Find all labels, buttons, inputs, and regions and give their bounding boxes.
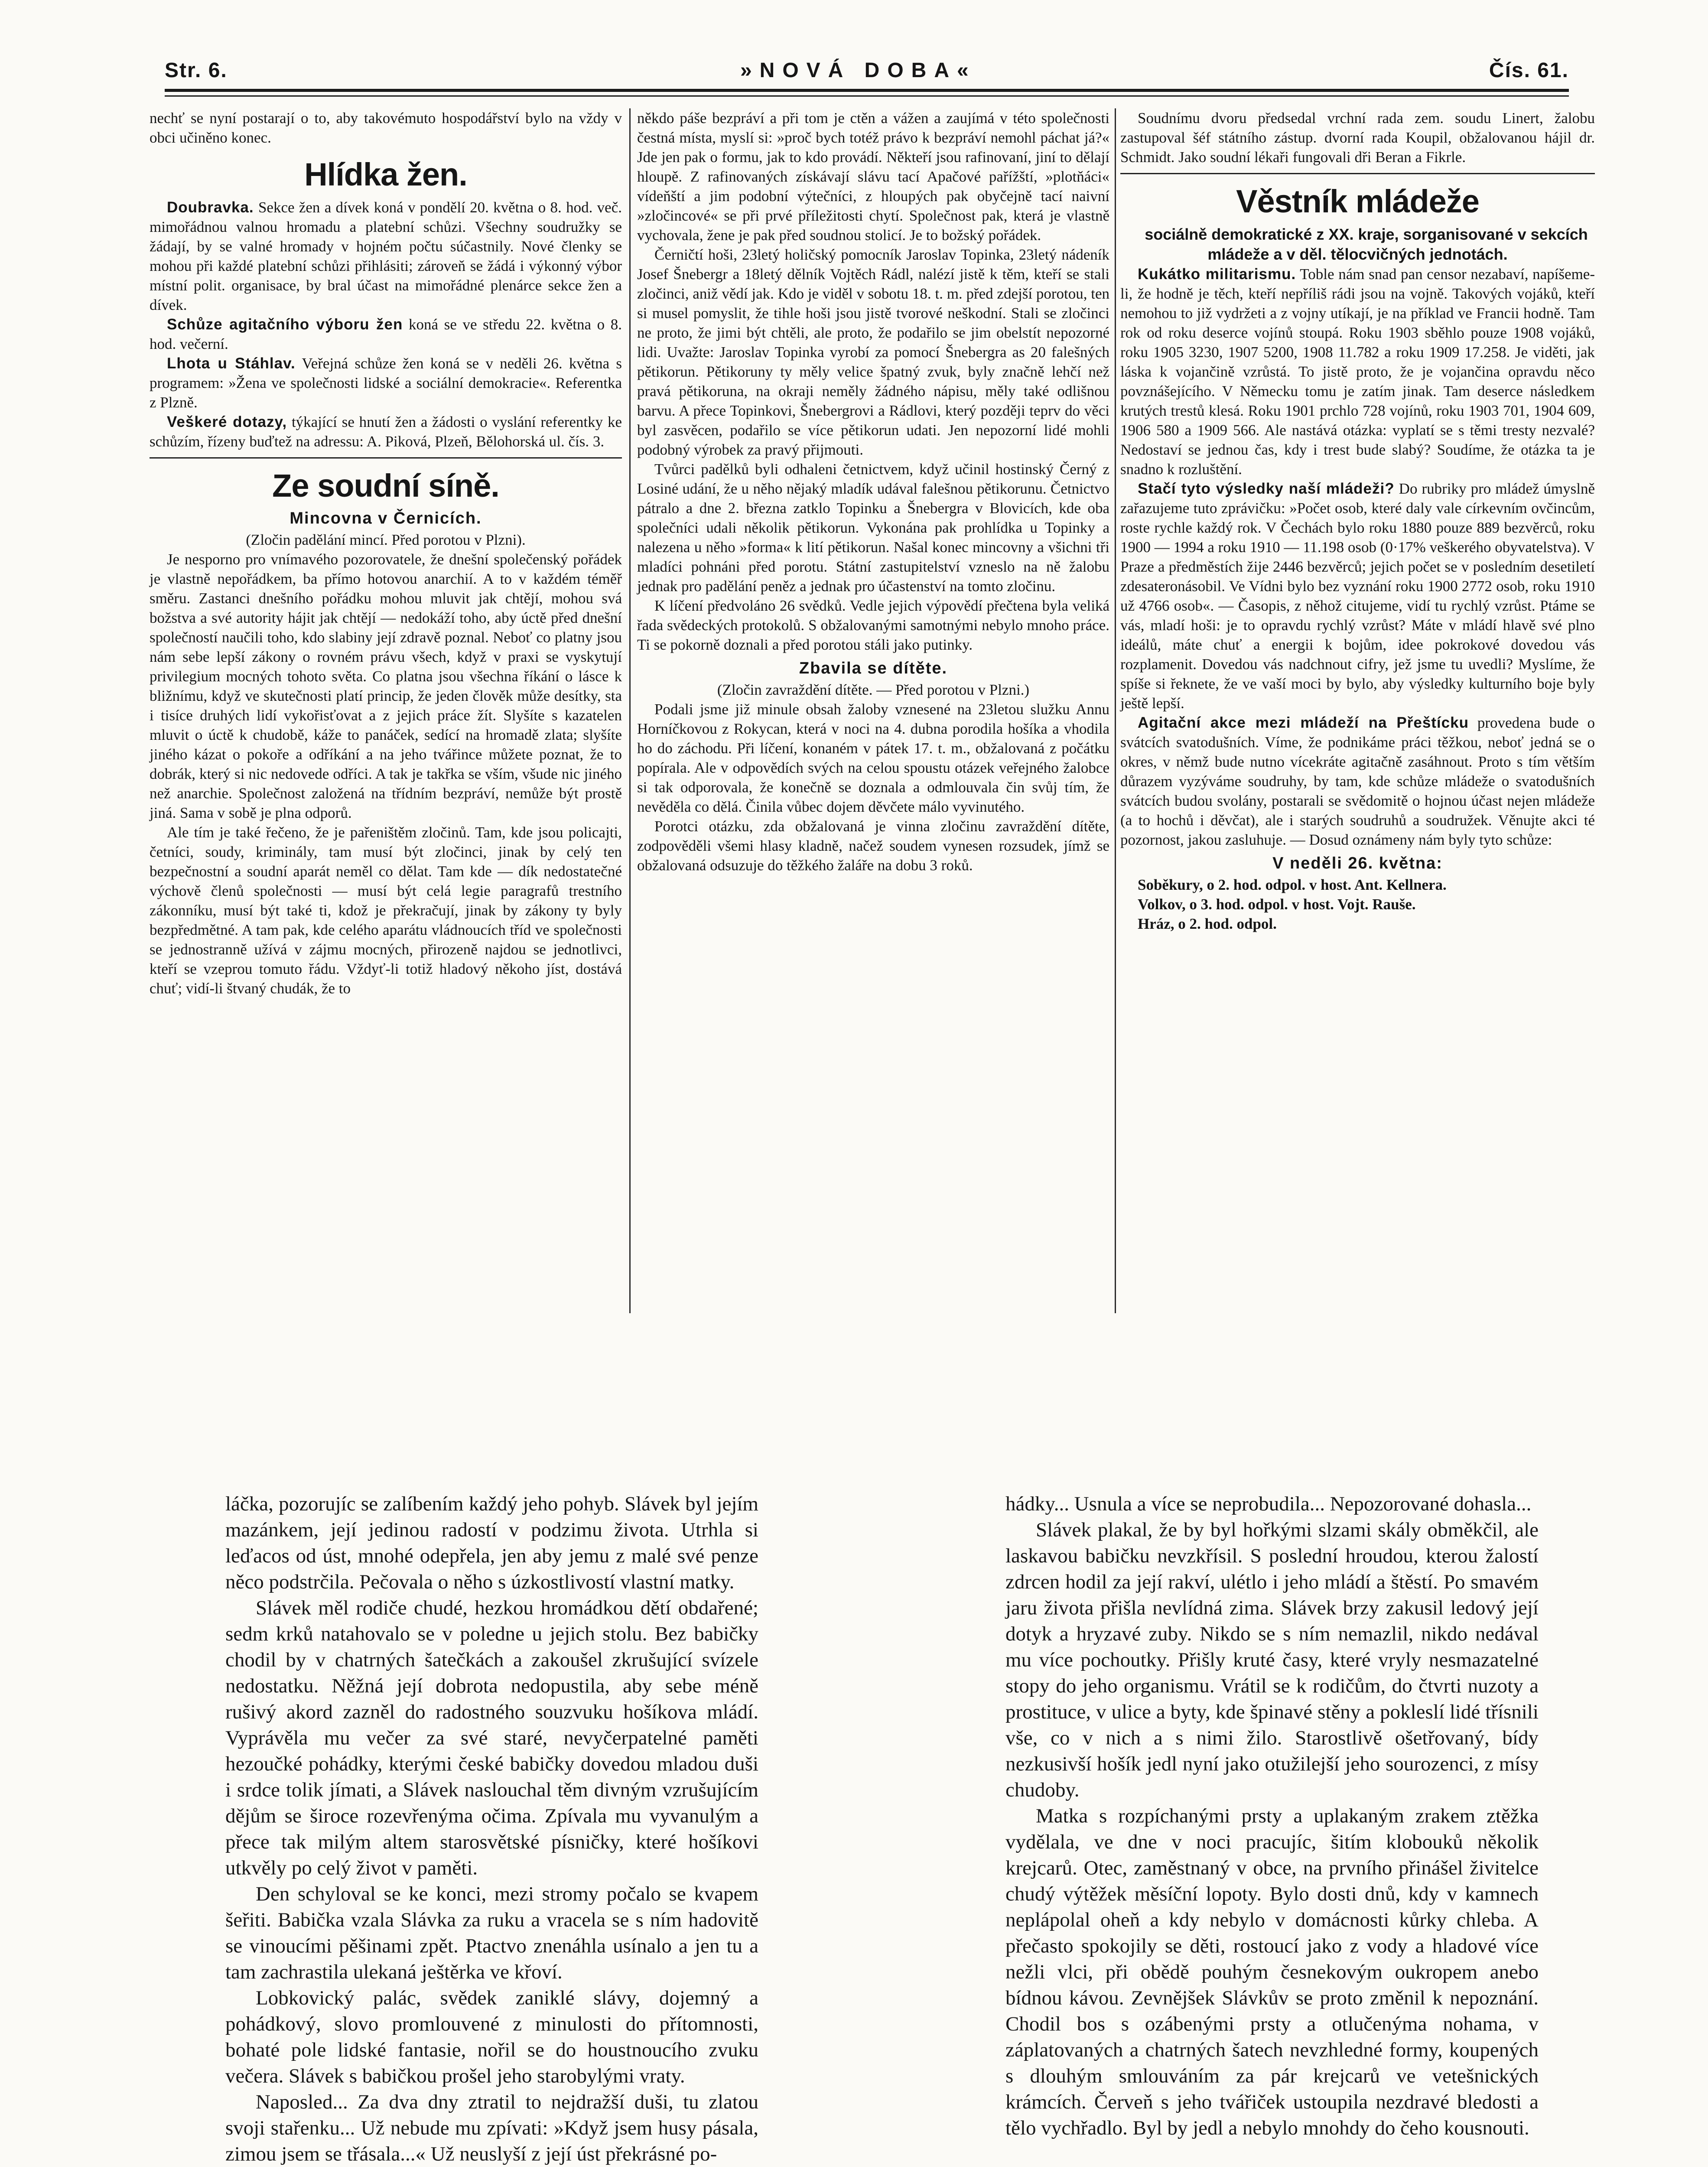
paragraph: Ale tím je také řečeno, že je pařeništěm zločinů. Tam, kde jsou policajti, četníci, soudy, kriminály, tam musí být zločinci, jinak by celý ten bezpečnostní a soudní aparát neměl co dělat. Tam kde — dík nedostatečné výchově členů společnosti — musí být celá legie paragrafů trestního zákonníku, musí být také ti, kdož je překračují, jinak by zákony ty byly bezpředmětné. A tam pak, kde celého aparátu vládnoucích tříd ve společnosti se jednostranně užívá v zájmu mocných, přirozeně najdou se jednotlivci, kteří se vzeprou tomuto řádu. Vždyť-li totiž hladový někoho jíst, dostává chuť; vidí-li štvaný chudák, že to (150, 824, 622, 997)
item-text: Toble nám snad pan censor nezabaví, napíšeme-li, že hodně je těch, kteří nepříliš rádi jsou na vojně. Takových vojáků, kteří nemohou to již vydržeti a z vojny utíkají, je na příklad ve Francii hodně. Tam rok od roku deserce vojínů stoupá. Roku 1903 sběhlo pouze 1908 vojáků, roku 1905 3230, 1907 5200, 1908 11.782 a roku 1909 17.258. Je viděti, jak láska k vojančině vzrůstá. To jistě proto, že je vojančina opravdu něco povznášejícího. V Německu tomu je zatím jinak. Tam deserce následkem krutých trestů klesá. Roku 1901 prchlo 728 vojínů, roku 1903 701, 1904 609, 1906 580 a 1909 566. Ale nastává otázka: vyplatí se s těmi tresty nezvalé? Nedostaví se jednou čas, kdy i trest bude slabý? Soudíme, že otázka ta je snadno k rozluštění. (1120, 266, 1595, 478)
item-text: provedena bude o svátcích svatodušních. Víme, že podnikáme práci těžkou, neboť jedná se o okres, v němž bude nutno vícekráte agitačně zasáhnout. Proto s tím větším důrazem vyzýváme soudruhy, by tam, kde schůze mládeže o svatodušních svátcích budou svolány, postarali se svědomitě o hojnou účast nejen mládeže (a to hochů i děvčat), ale i starých soudruhů a soudružek. Věnujte akci té pozornost, jakou zasluhuje. — Dosud oznámeny nám byly tyto schůze: (1120, 714, 1595, 848)
news-item (1120, 713, 1595, 849)
column-divider (629, 108, 631, 1313)
article-note: (Zločin padělání mincí. Před porotou v Plzni). (246, 531, 526, 548)
paragraph: hádky... Usnula a více se neprobudila... Nepozorované dohasla... (1005, 1493, 1532, 1515)
item-lead: Stačí tyto výsledky naší mládeži? (1138, 480, 1395, 497)
paragraph: Porotci otázku, zda obžalovaná je vinna zločinu zavraždění dítěte, zodpověděli všemi hlasy kladně, načež soudem vynesen rozsudek, jímž se obžalovaná odsuzuje do těžkého žaláře na dobu 3 roků. (637, 818, 1109, 874)
news-item (150, 412, 622, 451)
meeting-item: Hráz, o 2. hod. odpol. (1138, 915, 1277, 932)
item-text: týkající se hnutí žen a žádosti o vyslání referentky ke schůzím, řízeny buďtež na adressu: A. Piková, Plzeň, Bělohorská ul. čís. 3. (150, 413, 622, 450)
meeting-item: Soběkury, o 2. hod. odpol. v host. Ant. Kellnera. (1138, 876, 1447, 893)
paragraph: Naposled... Za dva dny ztratil to nejdražší duši, tu zlatou svoji stařenku... Už nebude mu zpívati: »Když jsem husy pásala, zimou jsem se třásala...« Už neuslyší z její úst překrásné po- (225, 2091, 758, 2165)
section-title-ze-soudni-sine: Ze soudní síně. (272, 468, 499, 504)
meeting-item: Volkov, o 3. hod. odpol. v host. Vojt. Rauše. (1138, 896, 1416, 913)
paragraph: Den schyloval se ke konci, mezi stromy počalo se kvapem šeřiti. Babička vzala Slávka za ruku a vracela se s ním hadovitě se vinoucími pěšinami zpět. Ptactvo znenáhla usínalo a jen tu a tam zachrastila ulekaná ještěrka ve křoví. (225, 1883, 758, 1983)
paragraph: Černičtí hoši, 23letý holičský pomocník Jaroslav Topinka, 23letý nádeník Josef Šnebergr a 18letý dělník Vojtěch Rádl, nalézí jistě k těm, kteří se stali zločinci, aniž vědí jak. Kdo je viděl v sobotu 18. t. m. před zdejší porotou, ten si musel pomyslit, že tihle hoši jsou jistě tvorové neškodní. Stali se zločinci ne proto, že jimi být chtěli, ale proto, že podařilo se jim obelstít nepozorné lidi. Uvažte: Jaroslav Topinka vyrobí za pomocí Šnebergra as 20 falešných pětikorun. Pětikoruny ty měly velice špatný zvuk, byly značně lehčí než pravá pětikoruna, na okraji neměly žádného nápisu, měly také odlišnou barvu. A přece Topinkovi, Šnebergrovi a Rádlovi, který později teprv do věci byl zasvěcen, podařilo se více pětikorun udati. Jen nepozorní lidé mohli podobný výrobek za pravý přijmouti. (637, 246, 1109, 458)
header-rule-thin (165, 95, 1569, 97)
item-lead: Agitační akce mezi mládeží na Přeštícku (1138, 714, 1469, 731)
article-title: Mincovna v Černicích. (290, 509, 482, 527)
issue-number: Čís. 61. (1489, 59, 1569, 82)
news-item (150, 315, 622, 354)
paragraph: láčka, pozorujíc se zalíbením každý jeho pohyb. Slávek byl jejím mazánkem, její jedinou radostí v podzimu života. Utrhla si leďacos od úst, mnohé odepřela, jen aby jemu z malé své penze něco podstrčila. Pečovala o něho s úzkostlivostí vlastní matky. (225, 1493, 758, 1593)
item-lead: Doubravka. (167, 199, 254, 216)
paragraph: Soudnímu dvoru předsedal vrchní rada zem. soudu Linert, žalobu zastupoval šéf státního zástup. dvorní rada Koupil, obžalovanou hájil dr. Schmidt. Jako soudní lékaři fungovali dři Beran a Fikrle. (1120, 110, 1595, 166)
newspaper-title: »NOVÁ DOBA« (740, 59, 976, 82)
paragraph: Tvůrci padělků byli odhaleni četnictvem, když učinil hostinský Černý z Losiné udání, že u něho nějaký mladík udával falešnou pětikorunu. Četnictvo pátralo a dne 2. března zatklo Topinku a Šnebergra v Blovicích, kde oba společníci udali několik pětikorun. Vykonána pak prohlídka u Topinky a nalezena u něho »forma« k lití pětikorun. Našal konec mincovny a všichni tři mladíci pohnáni před porotu. Státní zastupitelství vzneslo na ně žalobu jednak pro padělání peněz a jednak pro účastenství na tomto zločinu. (637, 461, 1109, 595)
section-divider (150, 457, 622, 459)
item-lead: Kukátko militarismu. (1138, 266, 1296, 283)
paragraph: Lobkovický palác, svědek zaniklé slávy, dojemný a pohádkový, slovo promlouvené z minulosti do přítomnosti, bohaté pole lidské fantasie, nořil se do houstnoucího zvuku večera. Slávek s babičkou prošel jeho starobylými vraty. (225, 1987, 758, 2087)
date-heading: V neděli 26. května: (1272, 854, 1443, 872)
paragraph: Matka s rozpíchanými prsty a uplakaným zrakem ztěžka vydělala, ve dne v noci pracujíc, šitím klobouků několik krejcarů. Otec, zaměstnaný v obce, na prvního přinášel živitelce chudý výtěžek měsíční lopoty. Bylo dosti dnů, kdy v kamnech neplápolal oheň a kdy nebylo v domácnosti kůrky chleba. A přečasto spokojily se děti, rostoucí jako z vody a hladové více nežli vlci, při obědě pouhým česnekovým oukropem anebo bídnou kávou. Zevnějšek Slávkův se proto změnil k nepoznání. Chodil bos s ozábenými prsty a otlučenýma nohama, v záplatovaných a chatrných šatech nevzhledné formy, koupených s dlouhým smlouváním za pár krejcarů ve vetešnických krámcích. Červeň s jeho tvářiček ustoupila nezdravé bledosti a tělo vychřadlo. Byl by jedl a nebylo mnohdy do čeho kousnouti. (1005, 1805, 1539, 2139)
paragraph: nechť se nyní postarají o to, aby takovémuto hospodářství bylo na vždy v obci učiněno konec. (150, 110, 622, 146)
paragraph: Podali jsme již minule obsah žaloby vznesené na 23letou služku Annu Horníčkovou z Rokycan, která v noci na 4. dubna porodila hošíka a vhodila ho do záchodu. Při líčení, konaném v pátek 17. t. m., obžalovaná z počátku popírala. Ale v odpovědích svých na celou spoustu otázek veřejného žalobce si tak odporovala, že konečně se doznala a odmlouvala čin svůj tím, že nevěděla co dělá. Činila vůbec dojem děvčete málo vyvinutého. (637, 701, 1109, 815)
paragraph: Slávek měl rodiče chudé, hezkou hromádkou dětí obdařené; sedm krků natahovalo se v poledne u jejich stolu. Bez babičky chodil by v chatrných šatečkách a zakoušel zkrušující svízele nedostatku. Něžná její dobrota nedopustila, aby sebe méně rušivý akord zazněl do radostného souzvuku hošíkova mládí. Vyprávěla mu večer za své staré, nevyčerpatelné paměti hezoučké pohádky, kterými české babičky dovedou mladou duši i srdce tolik jímati, a Slávek naslouchal těm divným vzrušujícím dějům se široce rozevřenýma očima. Zpívala mu vyvanulým a přece tak milým altem starosvětské písničky, které hošíkovi utkvěly po celý život v paměti. (225, 1597, 758, 1879)
item-text: Veřejná schůze žen koná se v neděli 26. května s programem: »Žena ve společnosti lidské a sociální demokracie«. Referentka z Plzně. (150, 355, 622, 411)
page-header (165, 52, 1569, 82)
paragraph: někdo páše bezpráví a při tom je ctěn a vážen a zaujímá v této společnosti čestná místa, myslí si: »proč bych totéž právo k bezpráví nemohl páchat já?« Jde jen pak o formu, jak to kdo provádí. Někteří jsou rafinovaní, jiní to dělají hloupě. Z rafinovaných získávají slávu tací Apačové pařížští, »plotňáci« vídeňští a jim podobní výtečníci, z hloupých pak obyčejně tací naivní »zločincové« se při prvé příležitosti chytí. Společnost pak, která je vlastně vychovala, žene je pak před soudnou stolicí. Je to božský pořádek. (637, 110, 1109, 244)
item-text: Do rubriky pro mládež úmyslně zařazujeme tuto zprávičku: »Počet osob, které daly vale církevním ovčincům, roste rychle každý rok. V Čechách bylo roku 1880 pouze 889 bezvěrců, roku 1900 — 1994 a roku 1910 — 11.198 osob (0·17% veškerého obyvatelstva). V Praze a předměstích žije 2446 bezvěrců; jejich počet se v posledním desetiletí zdesateronásobil. Ve Vídni bylo bez vyznání roku 1900 2772 osob, roku 1910 už 4766 osob«. — Časopis, z něhož citujeme, vidí tu rychlý vzrůst. Ptáme se vás, mladí hoši: je to opravdu rychlý vzrůst? Máte v mládí hlavě své plno ideálů, máte chuť a energii k bojům, idee pokrokové dovedou vás rozplamenit. Dovedou vás nadchnout cifry, jež jsme tu uvedli? Myslíme, že spíše si řeknete, že ve vaší moci by bylo, aby výsledky kulturního boje byly ještě lepší. (1120, 480, 1595, 712)
item-text: Sekce žen a dívek koná v pondělí 20. května o 8. hod. več. mimořádnou valnou hromadu a platební schůzi. Všechny soudružky se žádají, by se valné hromady v hojném počtu súčastnily. Nové členky se mohou při každé platební schůzi přihlásiti; zároveň se žádá i výkonný výbor místní polit. organisace, by bral účast na mimořádné plenárce sekce žen a dívek. (150, 199, 622, 313)
section-title-vestnik-mladeze: Věstník mládeže (1236, 183, 1479, 219)
paragraph: Slávek plakal, že by byl hořkými slzami skály obměkčil, ale laskavou babičku nevzkřísil. S poslední hroudou, kterou žalostí zdrcen hodil za její rakví, ulétlo i jeho mládí a štěstí. Po smavém jaru života přišla nevlídná zima. Slávek brzy zakusil ledový její dotyk a hryzavé zuby. Nikdo se s ním nemazlil, nikdo nedával mu více pochoutky. Přišly kruté časy, které vryly nesmazatelné stopy do jeho organismu. Vrátil se k rodičům, do čtvrti nuzoty a prostituce, v ulice a byty, kde špinavé stěny a pokleslí lidé třísnili vše, co v nich a s nimi žilo. Starostlivě ošetřovaný, bídy nezkusivší hošík jedl nyní jako otužilejší jeho sourozenci, z mísy chudoby. (1005, 1519, 1539, 1801)
article-title: Zbavila se dítěte. (799, 659, 948, 677)
story-left-column (225, 1491, 758, 2167)
section-divider (1120, 173, 1595, 174)
column-3 (1120, 108, 1595, 934)
story-right-column (1005, 1491, 1539, 2141)
item-lead: Lhota u Stáhlav. (167, 355, 296, 372)
article-note: (Zločin zavraždění dítěte. — Před porotou v Plzni.) (717, 681, 1030, 698)
news-item (1120, 479, 1595, 713)
section-subtitle: sociálně demokratické z XX. kraje, sorganisované v sekcích mládeže a v děl. tělocvičných jednotách. (1145, 225, 1588, 263)
news-item (150, 354, 622, 412)
item-text: koná se ve středu 22. května o 8. hod. večerní. (150, 316, 622, 352)
column-divider (1115, 108, 1116, 1313)
page-number: Str. 6. (165, 59, 228, 82)
column-2 (637, 108, 1109, 875)
paragraph: Je nesporno pro vnímavého pozorovatele, že dnešní společenský pořádek je vlastně nepořádkem, ba přímo hotovou anarchií. A to v každém téměř směru. Zastanci dnešního pořádku mohou mluvit jak chtějí, mohou svá božstva a své autority hájit jak chtějí — nedokáží toho, aby úctě před dnešní společností naučili toho, kdo slabiny její zdravě poznal. Neboť co platny jsou nám sebe lepší zákony o rovném právu všech, když v praxi se vyskytují privilegium mocných tohoto světa. Co platna jsou všechna říkání o lásce k bližnímu, když ve skutečnosti platí princip, že jeden člověk může desítky, sta i tisíce druhých lidí vykořisťovat a z jejich práce žít. Slyšíte s kazatelen mluvit o úctě k chudobě, káže to panáček, sedící na hromadě zlata; slyšíte jiného kázat o pokoře a odříkání a na jeho tvářince můžete poznat, že to dobrák, který si nic nedovede odříci. A tak je takřka se vším, všude nic jiného než anarchie. Společnost založená na třídním bezpráví, nemůže být prostě jiná. Sama v sobě je plna odporů. (150, 551, 622, 821)
header-rule (165, 89, 1569, 92)
section-title-hlidka-zen: Hlídka žen. (304, 156, 467, 192)
paragraph: K líčení předvoláno 26 svědků. Vedle jejich výpovědí přečtena byla veliká řada svědeckých protokolů. S obžalovanými samotnými nebylo mnoho práce. Ti se pokorně doznali a před porotou stáli jako putinky. (637, 597, 1109, 653)
item-lead: Schůze agitačního výboru žen (167, 316, 403, 333)
news-item (1120, 264, 1595, 479)
item-lead: Veškeré dotazy, (167, 413, 287, 430)
column-1 (150, 108, 622, 998)
news-item (150, 198, 622, 315)
